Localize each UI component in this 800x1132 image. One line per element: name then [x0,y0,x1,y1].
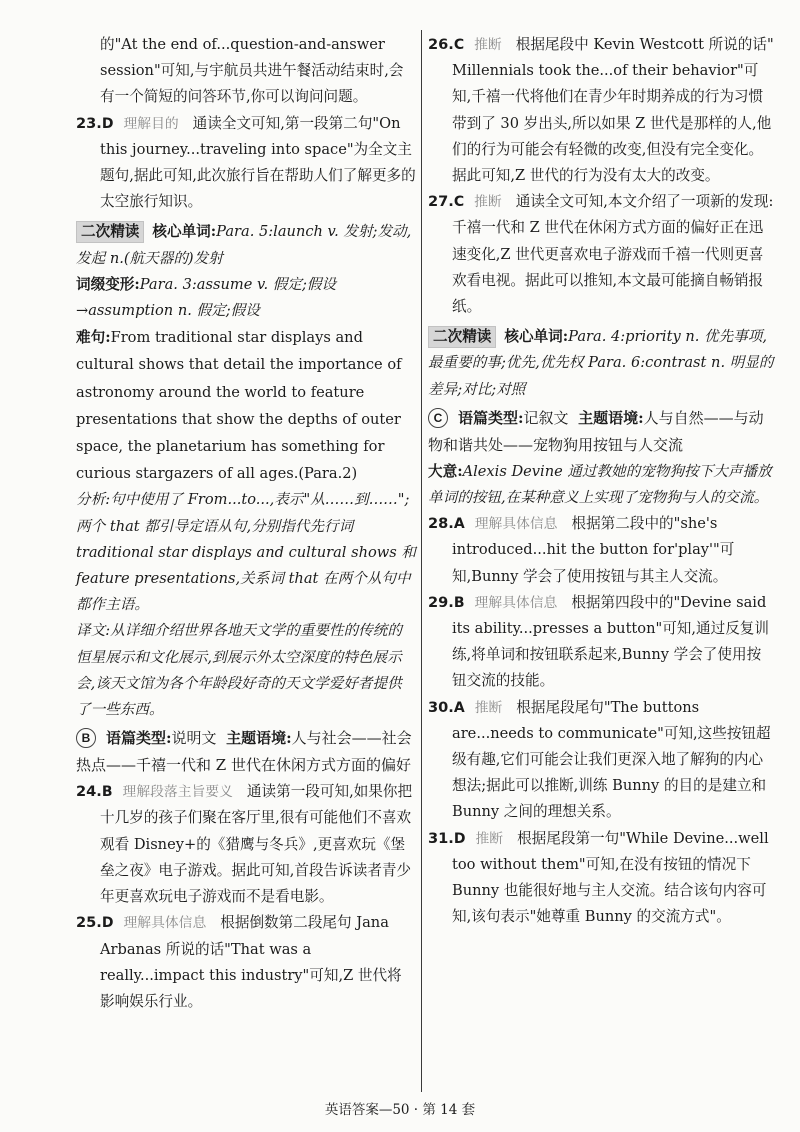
question-31: 31.D 推断 根据尾段第一句"While Devine...well too without them"可知,在没有按钮的情况下 Bunny 也能很好地与主人交流。结合该句内容可知,该句表示"她尊重 Bunny 的交流方式"。 [428,829,769,926]
right-column [428,32,774,931]
passage-c-header: C 语篇类型:记叙文 主题语境:人与自然——与动物和谐共处——宠物狗用按钮与人交流 [428,408,764,454]
vocab-section-right: 二次精读 核心单词:Para. 4:priority n. 优先事项,最重要的事;优先,优先权 Para. 6:contrast n. 明显的差异;对比;对照 [428,328,774,398]
question-27: 27.C 推断 通读全文可知,本文介绍了一项新的发现:千禧一代和 Z 世代在休闲方式方面的偏好正在迅速变化,Z 世代更喜欢电子游戏而千禧一代则更喜欢看电视。据此可以推知,本文最可能摘自畅销报纸。 [428,193,774,316]
left-column [76,32,416,1015]
continued-text: 的"At the end of...question-and-answer session"可知,与宇航员共进午餐活动结束时,会有一个简短的问答环节,你可以询问问题。 [100,36,404,106]
question-26: 26.C 推断 根据尾段中 Kevin Westcott 所说的话" Millennials took the...of their behavior"可知,千禧一代将他们在青少年时期养成的行为习惯带到了 30 岁出头,所以如果 Z 世代是那样的人,他们的行为可能会有轻微的改变,但没有完全变化。据此可知,Z 世代的行为没有太大的改变。 [428,36,774,185]
passage-letter-b: B [76,728,96,748]
second-reading-tag-right: 二次精读 [428,326,496,348]
main-idea: 大意:Alexis Devine 通过教她的宠物狗按下大声播放单词的按钮,在某种意义上实现了宠物狗与人的交流。 [428,462,772,507]
question-28: 28.A 理解具体信息 根据第二段中的"she's introduced...hit the button for'play'"可知,Bunny 学会了使用按钮与其主人交流。 [428,515,735,585]
passage-letter-c: C [428,408,448,428]
analysis-text: 分析:句中使用了 From...to...,表示"从……到……";两个 that 都引导定语从句,分别指代先行词 traditional star displays and cultural shows 和 feature presentations,关系词 that 在两个从句中都作主语。 [76,491,416,614]
translation-text: 译文:从详细介绍世界各地天文学的重要性的传统的恒星展示和文化展示,到展示外太空深度的特色展示会,该天文馆为各个年龄段好奇的天文学爱好者提供了一些东西。 [76,622,402,719]
question-29: 29.B 理解具体信息 根据第四段中的"Devine said its ability...presses a button"可知,通过反复训练,将单词和按钮联系起来,Bunny 学会了使用按钮交流的技能。 [428,593,769,690]
hard-sentence: 难句:From traditional star displays and cultural shows that detail the importance of astronomy around the world to feature presentations that show the depths of outer space, the planetarium has something for curious stargazers of all ages.(Para.2) [76,329,402,483]
passage-b-header: B 语篇类型:说明文 主题语境:人与社会——社会热点——千禧一代和 Z 世代在休闲方式方面的偏好 [76,729,412,775]
question-24: 24.B 理解段落主旨要义 通读第一段可知,如果你把十几岁的孩子们聚在客厅里,很有可能他们不喜欢观看 Disney+的《猎鹰与冬兵》,更喜欢玩《堡垒之夜》电子游戏。据此可知,首段告诉读者青少年更喜欢玩电子游戏而不是看电影。 [76,783,413,906]
page-footer: 英语答案—50 · 第 14 套 [324,1102,476,1118]
question-30: 30.A 推断 根据尾段尾句"The buttons are...needs to communicate"可知,这些按钮超级有趣,它们可能会让我们更深入地了解狗的内心想法;据此可以推断,训练 Bunny 的目的是建立和 Bunny 之间的理想关系。 [428,698,771,821]
column-divider [421,30,422,1092]
question-25: 25.D 理解具体信息 根据倒数第二段尾句 Jana Arbanas 所说的话"That was a really...impact this industry"可知,Z 世代将影响娱乐行业。 [76,914,402,1010]
vocab-section: 二次精读 核心单词:Para. 5:launch v. 发射;发动,发起 n.(航天器的)发射 [76,223,412,267]
affix-section: 词缀变形:Para. 3:assume v. 假定;假设→assumption n. 假定;假设 [76,275,337,320]
question-23: 23.D 理解目的 通读全文可知,第一段第二句"On this journey...traveling into space"为全文主题句,据此可知,此次旅行旨在帮助人们了解更多的太空旅行知识。 [76,114,416,211]
second-reading-tag: 二次精读 [76,221,144,243]
